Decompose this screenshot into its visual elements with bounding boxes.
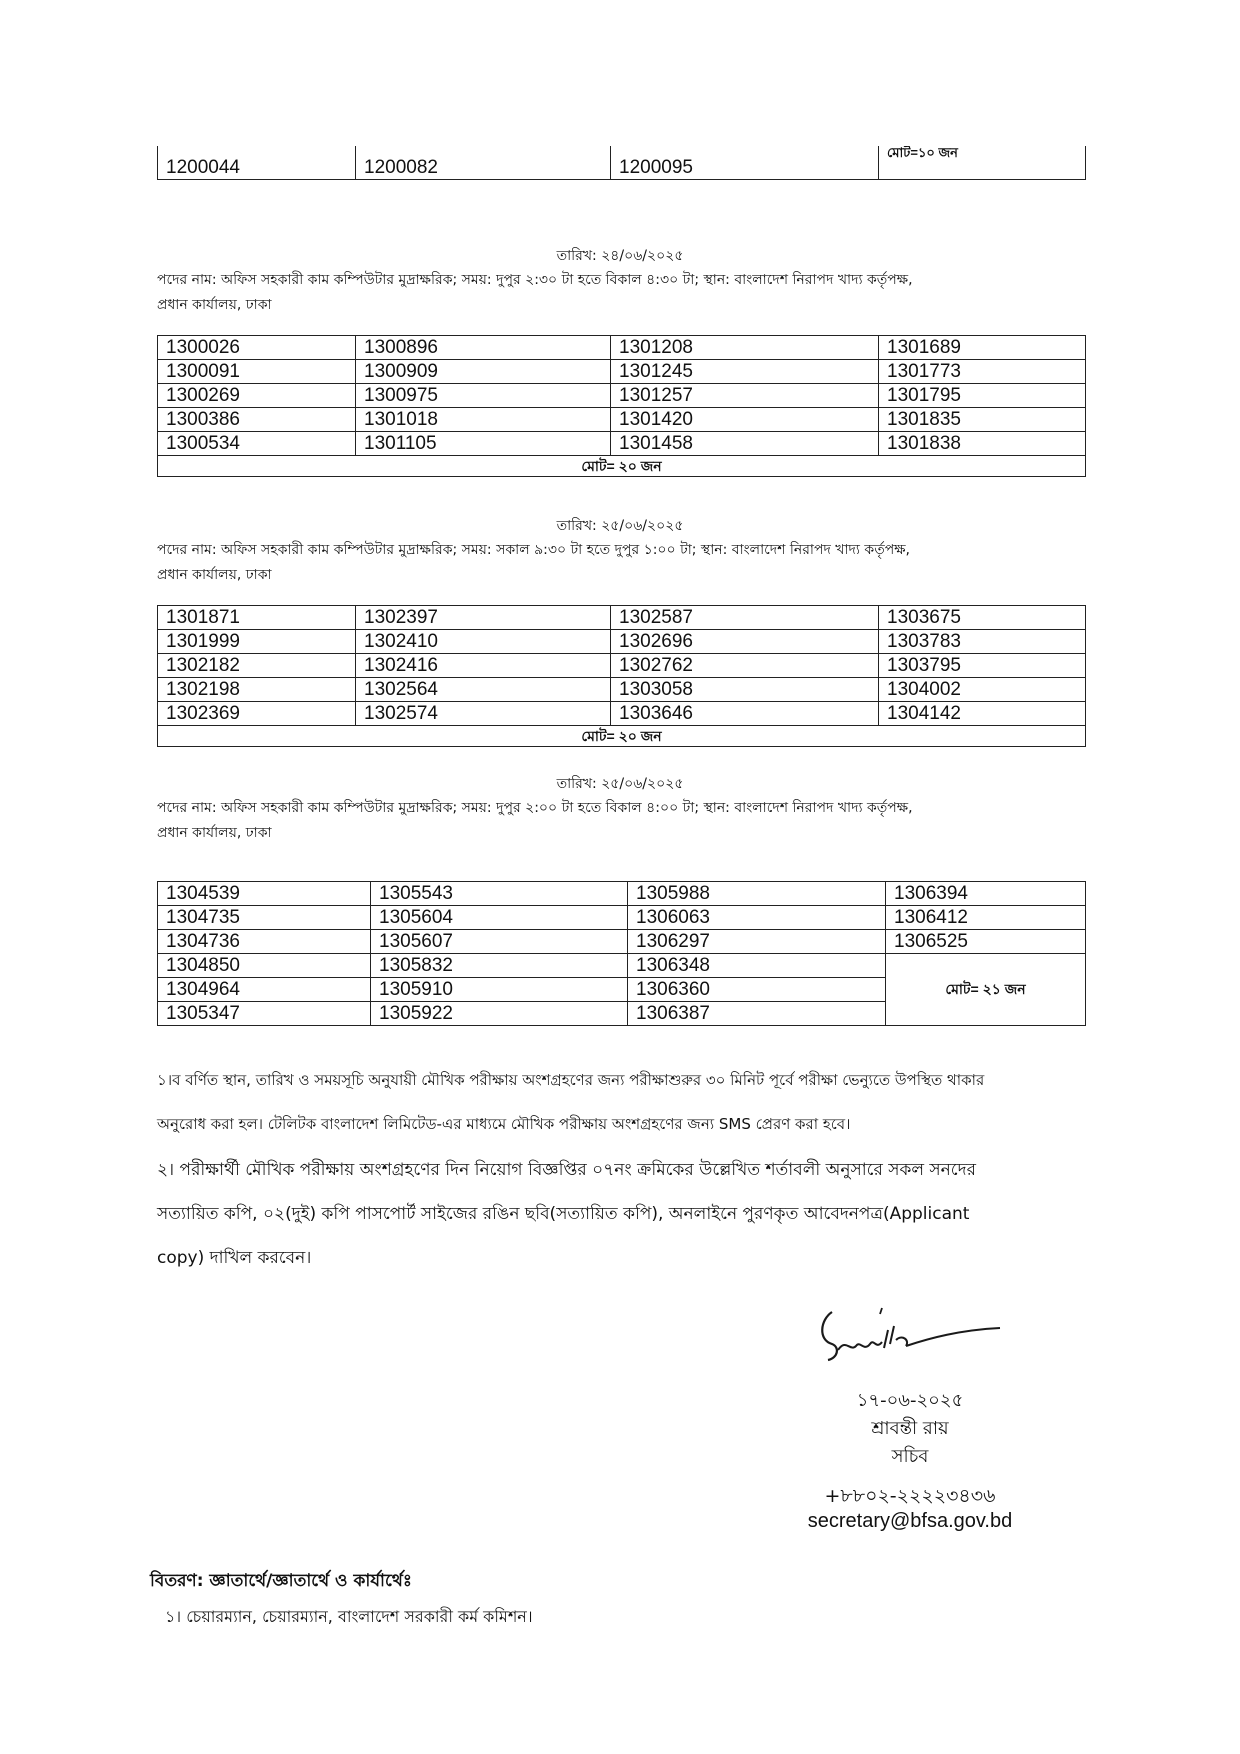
roll-cell: 1304736	[158, 930, 371, 954]
roll-cell: 1301795	[879, 384, 1086, 408]
roll-cell: 1305988	[628, 882, 886, 906]
post-info	[157, 268, 1077, 318]
post-info-line: প্রধান কার্যালয়, ঢাকা	[157, 825, 272, 841]
roll-cell: 1304735	[158, 906, 371, 930]
roll-cell: 1304964	[158, 978, 371, 1002]
roll-cell: 1200044	[158, 146, 356, 180]
roll-cell: 1303058	[611, 678, 879, 702]
roll-cell: 1305543	[371, 882, 628, 906]
signature-date: ১৭-০৬-২০২৫	[856, 1390, 964, 1411]
roll-cell: 1306387	[628, 1002, 886, 1026]
roll-cell: 1302574	[356, 702, 611, 726]
table-row	[158, 606, 1086, 630]
roll-cell: 1303795	[879, 654, 1086, 678]
note-line: সত্যায়িত কপি, ০২(দুই) কপি পাসপোর্ট সাইজের রঙিন ছবি(সত্যায়িত কপি), অনলাইনে পুরণকৃত আবেদনপত্র(Applicant	[157, 1204, 970, 1224]
roll-cell: 1302587	[611, 606, 879, 630]
post-info-line: পদের নাম: অফিস সহকারী কাম কম্পিউটার মুদ্রাক্ষরিক; সময়: সকাল ৯:৩০ টা হতে দুপুর ১:০০ টা; স্থান: বাংলাদেশ নিরাপদ খাদ্য কর্তৃপক্ষ,	[157, 542, 911, 558]
section-date: তারিখ: ২৫/০৬/২০২৫	[556, 518, 684, 534]
roll-cell: 1304142	[879, 702, 1086, 726]
roll-cell: 1300909	[356, 360, 611, 384]
table-row	[158, 678, 1086, 702]
signatory-name: শ্রাবন্তী রায়	[871, 1418, 949, 1439]
roll-cell: 1301018	[356, 408, 611, 432]
roll-cell: 1302410	[356, 630, 611, 654]
table-row	[158, 384, 1086, 408]
roll-cell: 1305347	[158, 1002, 371, 1026]
roll-table	[157, 605, 1086, 747]
roll-cell: 1306297	[628, 930, 886, 954]
post-info-line: প্রধান কার্যালয়, ঢাকা	[157, 567, 272, 583]
distribution-heading: বিতরণ: জ্ঞাতার্থে/জ্ঞাতার্থে ও কার্যার্থেঃ	[150, 1571, 412, 1591]
signatory-phone: +৮৮০২-২২২২৩৪৩৬	[824, 1485, 996, 1507]
roll-cell: 1305607	[371, 930, 628, 954]
total-row	[158, 456, 1086, 477]
table-row	[158, 432, 1086, 456]
note-paragraph-1	[157, 1058, 1087, 1146]
roll-cell: 1306348	[628, 954, 886, 978]
roll-table	[157, 335, 1086, 477]
total-cell: মোট= ২১ জন	[886, 954, 1086, 1026]
top-roll-table	[157, 146, 1086, 180]
roll-cell: 1303675	[879, 606, 1086, 630]
roll-cell: 1305922	[371, 1002, 628, 1026]
roll-cell: 1301689	[879, 336, 1086, 360]
note-paragraph-2	[157, 1148, 1087, 1280]
roll-cell: 1306412	[886, 906, 1086, 930]
total-cell: মোট= ২০ জন	[158, 726, 1086, 747]
roll-cell: 1302696	[611, 630, 879, 654]
post-info	[157, 796, 1077, 846]
signatory-email: secretary@bfsa.gov.bd	[807, 1510, 1013, 1532]
roll-cell: 1301999	[158, 630, 356, 654]
roll-cell: 1305910	[371, 978, 628, 1002]
section-date: তারিখ: ২৫/০৬/২০২৫	[556, 776, 684, 792]
roll-cell: 1302198	[158, 678, 356, 702]
roll-cell: 1302564	[356, 678, 611, 702]
post-info-line: পদের নাম: অফিস সহকারী কাম কম্পিউটার মুদ্রাক্ষরিক; সময়: দুপুর ২:০০ টা হতে বিকাল ৪:০০ টা; স্থান: বাংলাদেশ নিরাপদ খাদ্য কর্তৃপক্ষ,	[157, 800, 913, 816]
roll-cell: 1200082	[356, 146, 611, 180]
roll-cell: 1300026	[158, 336, 356, 360]
total-cell: মোট=১০ জন	[879, 146, 1086, 180]
roll-cell: 1300975	[356, 384, 611, 408]
roll-cell: 1301245	[611, 360, 879, 384]
roll-cell: 1306525	[886, 930, 1086, 954]
roll-table	[157, 881, 1086, 1026]
signatory-title: সচিব	[891, 1446, 929, 1467]
roll-cell: 1302369	[158, 702, 356, 726]
roll-cell: 1304539	[158, 882, 371, 906]
note-line: ১।ব বর্ণিত স্থান, তারিখ ও সময়সূচি অনুযায়ী মৌখিক পরীক্ষায় অংশগ্রহণের জন্য পরীক্ষাশুরুর ৩০ মিনিট পূর্বে পরীক্ষা ভেন্যুতে উপস্থিত থাকার	[157, 1071, 985, 1089]
table-row	[158, 702, 1086, 726]
roll-cell: 1301871	[158, 606, 356, 630]
roll-cell: 1302762	[611, 654, 879, 678]
roll-cell: 1303783	[879, 630, 1086, 654]
table-row	[158, 654, 1086, 678]
table-row	[158, 336, 1086, 360]
table-row	[158, 882, 1086, 906]
roll-cell: 1306063	[628, 906, 886, 930]
post-info-line: প্রধান কার্যালয়, ঢাকা	[157, 297, 272, 313]
table-row	[158, 630, 1086, 654]
roll-cell: 1301208	[611, 336, 879, 360]
roll-cell: 1301773	[879, 360, 1086, 384]
roll-cell: 1301835	[879, 408, 1086, 432]
roll-cell: 1303646	[611, 702, 879, 726]
total-cell: মোট= ২০ জন	[158, 456, 1086, 477]
distribution-item: ১। চেয়ারম্যান, চেয়ারম্যান, বাংলাদেশ সরকারী কর্ম কমিশন।	[165, 1607, 533, 1626]
section-date: তারিখ: ২৪/০৬/২০২৫	[556, 248, 684, 264]
roll-cell: 1301257	[611, 384, 879, 408]
roll-cell: 1300386	[158, 408, 356, 432]
roll-cell: 1306394	[886, 882, 1086, 906]
roll-cell: 1301420	[611, 408, 879, 432]
roll-cell: 1300534	[158, 432, 356, 456]
post-info-line: পদের নাম: অফিস সহকারী কাম কম্পিউটার মুদ্রাক্ষরিক; সময়: দুপুর ২:৩০ টা হতে বিকাল ৪:৩০ টা; স্থান: বাংলাদেশ নিরাপদ খাদ্য কর্তৃপক্ষ,	[157, 272, 913, 288]
roll-cell: 1301105	[356, 432, 611, 456]
roll-cell: 1200095	[611, 146, 879, 180]
roll-cell: 1300896	[356, 336, 611, 360]
roll-cell: 1302182	[158, 654, 356, 678]
table-row	[158, 954, 1086, 978]
table-row	[158, 906, 1086, 930]
roll-cell: 1300091	[158, 360, 356, 384]
roll-cell: 1304002	[879, 678, 1086, 702]
note-line: ২। পরীক্ষার্থী মৌখিক পরীক্ষায় অংশগ্রহণের দিন নিয়োগ বিজ্ঞপ্তির ০৭নং ক্রমিকের উল্লেখিত শর্তাবলী অনুসারে সকল সনদের	[157, 1160, 976, 1180]
handwritten-signature	[810, 1300, 1010, 1380]
roll-cell: 1300269	[158, 384, 356, 408]
roll-cell: 1305832	[371, 954, 628, 978]
roll-cell: 1306360	[628, 978, 886, 1002]
roll-cell: 1304850	[158, 954, 371, 978]
roll-cell: 1302416	[356, 654, 611, 678]
roll-cell: 1301838	[879, 432, 1086, 456]
roll-cell: 1305604	[371, 906, 628, 930]
post-info	[157, 538, 1077, 588]
roll-cell: 1301458	[611, 432, 879, 456]
table-row	[158, 930, 1086, 954]
total-row	[158, 726, 1086, 747]
note-line: copy) দাখিল করবেন।	[157, 1248, 312, 1268]
table-row	[158, 360, 1086, 384]
table-row	[158, 408, 1086, 432]
roll-cell: 1302397	[356, 606, 611, 630]
note-line: অনুরোধ করা হল। টেলিটক বাংলাদেশ লিমিটেড-এর মাধ্যমে মৌখিক পরীক্ষায় অংশগ্রহণের জন্য SMS প্রেরণ করা হবে।	[157, 1115, 851, 1133]
